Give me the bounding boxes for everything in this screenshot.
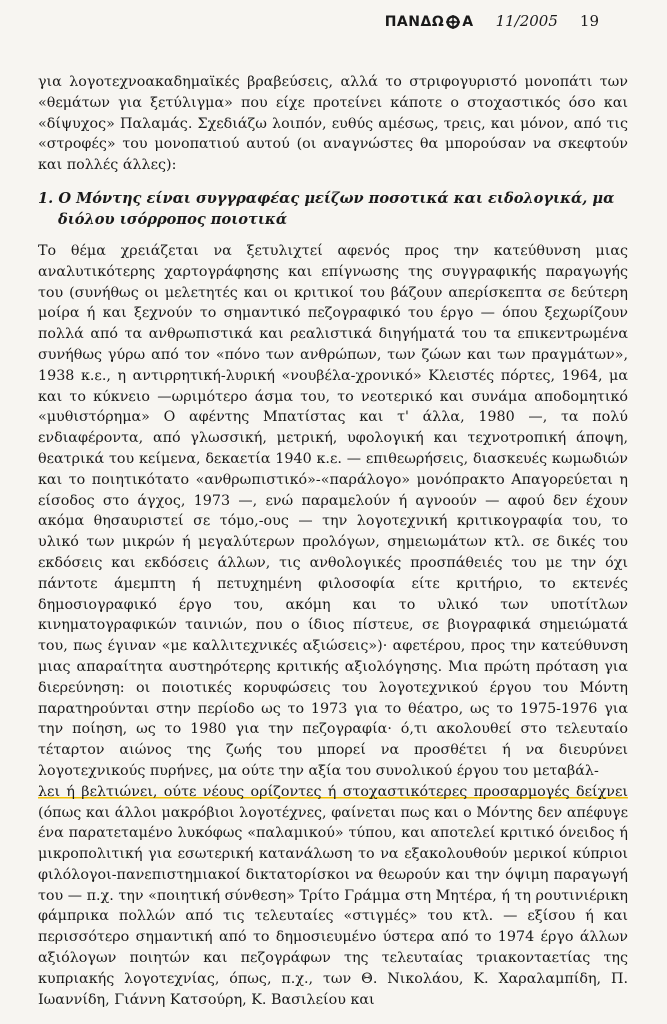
journal-title — [385, 14, 474, 30]
page-number: 19 — [579, 12, 599, 30]
article-body — [38, 72, 628, 1010]
journal-title-prefix: ΠΑΝΔΩ — [384, 14, 445, 30]
highlighted-passage: λει ή βελτιώνει, ούτε νέους ορίζοντες ή στοχαστικότερες προσαρμογές δείχνει — [38, 783, 628, 800]
main-paragraph-part-1: Το θέμα χρειάζεται να ξετυλιχτεί αφενός προς την κατεύθυνση μιας αναλυτικότερης χαρτογράφησης και επίγνωσης της συγγραφικής παραγωγής του (συνήθως οι μελετητές και οι κριτικοί του βάζουν απερίσκεπτα σε δεύτερη μοίρα ή και ξεχνούν το σημαντικό πεζογραφικό του έργο — όπου ξεχωρίζουν πολλά από τα ανθρωπιστικά και ρεαλιστικά διηγήματά του τα επικεντρωμένα συνήθως γύρω από τον «πόνο των ανθρώπων, των ζώων και των πραγμάτων», 1938 κ.ε., η αντιρρητική-λυρική «νουβέλα-χρονικό» Κλειστές πόρτες, 1964, μα και το κύκνειο —ωριμότερο άσμα του, το νεοτερικό και συνάμα αποδομητικό «μυθιστόρημα» Ο αφέντης Μπατίστας και τ' άλλα, 1980 —, τα πολύ ενδιαφέροντα, από γλωσσική, μετρική, υφολογική και τεχνοτροπική άποψη, θεατρικά του κείμενα, δεκαετία 1940 κ.ε. — επιθεωρήσεις, διασκευές κωμωδιών και το ποιητικότατο «ανθρωπιστικό»-«παράλογο» μονόπρακτο Απαγορεύεται η είσοδος στο άγχος, 1973 —, ενώ παραμελούν ή αγνοούν — αφού δεν έχουν ακόμα θησαυριστεί σε τόμο,-ους — την λογοτεχνική κριτικογραφία του, το υλικό των μικρών ή μεγαλύτερων προλόγων, σημειωμάτων κτλ. σε δικές του εκδόσεις και εκδόσεις άλλων, τις ανθολογικές προσπάθειές του με την όχι πάντοτε άμεμπτη ή πετυχημένη φιλοσοφία είτε κριτήριο, το εκτενές δημοσιογραφικό έργο του, ακόμη και το υλικό των υποτίτλων κινηματογραφικών ταινιών, που ο ίδιος πίστευε, σε βιογραφικά σημειώματά του, πως έγιναν «με καλλιτεχνικές αξιώσεις»)· αφετέρου, προς την κατεύθυνση μιας απαραίτητα αυστηρότερης κριτικής αξιολόγησης. Μια πρώτη πρόταση για διερεύνηση: οι ποιοτικές κορυφώσεις του λογοτεχνικού έργου του Μόντη παρατηρούνται στην περίοδο ως το 1973 για το θέατρο, ως το 1975-1976 για την ποίηση, ως το 1980 για την πεζογραφία· ό,τι ακολουθεί στο τελευταίο τέταρτον αιώνος της ζωής του μπορεί να προσθέτει ή να διευρύνει λογοτεχνικούς πυρήνες, μα ούτε την αξία του συνολικού έργου του μεταβάλ- — [38, 242, 628, 779]
section-heading: 1. Ο Μόντης είναι συγγραφέας μείζων ποσοτικά και ειδολογικά, μα διόλου ισόρροπος ποιοτικά — [38, 189, 615, 228]
ornamental-circle-icon — [445, 14, 461, 30]
running-header — [385, 12, 599, 30]
intro-paragraph: για λογοτεχνοακαδημαϊκές βραβεύσεις, αλλά το στριφογυριστό μονοπάτι των «θεμάτων για ξετύλιγμα» που είχε προτείνει κάποτε ο στοχαστικός όσο και «δίψυχος» Παλαμάς. Σχεδιάζω λοιπόν, ευθύς αμέσως, τρεις, και μόνον, από τις «στροφές» του μονοπατιού αυτού (οι αναγνώστες θα μπορούσαν να σκεφτούν και πολλές άλλες): — [38, 74, 628, 174]
main-paragraph-part-2: (όπως και άλλοι μακρόβιοι λογοτέχνες, φαίνεται πως και ο Μόντης δεν απέφυγε ένα παρατεταμένο λυκόφως «παλαμικού» τύπου, και αποτελεί κριτικό όνειδος ή μικροπολιτική για εσωτερική κατανάλωση το να εξακολουθούν μερικοί κύπριοι φιλόλογοι-πανεπιστημιακοί δικτατορίσκοι να θεωρούν και την όψιμη παραγωγή του — π.χ. την «ποιητική σύνθεση» Τρίτο Γράμμα στη Μητέρα, ή τη ρουτινιέρικη φάμπρικα πολλών από τις τελευταίες «στιγμές» του κτλ. — εξίσου ή και περισσότερο σημαντική από το δημοσιευμένο ύστερα από το 1974 έργο άλλων αξιόλογων ποιητών και πεζογράφων της τελευταίας τριακονταετίας της κυπριακής λογοτεχνίας, όπως, π.χ., των Θ. Νικολάου, Κ. Χαραλαμπίδη, Π. Ιωαννίδη, Γιάννη Κατσούρη, Κ. Βασιλείου και — [38, 804, 628, 1008]
journal-title-suffix: Α — [462, 14, 474, 30]
main-paragraph — [38, 241, 628, 1010]
issue-number: 11/2005 — [495, 12, 558, 30]
